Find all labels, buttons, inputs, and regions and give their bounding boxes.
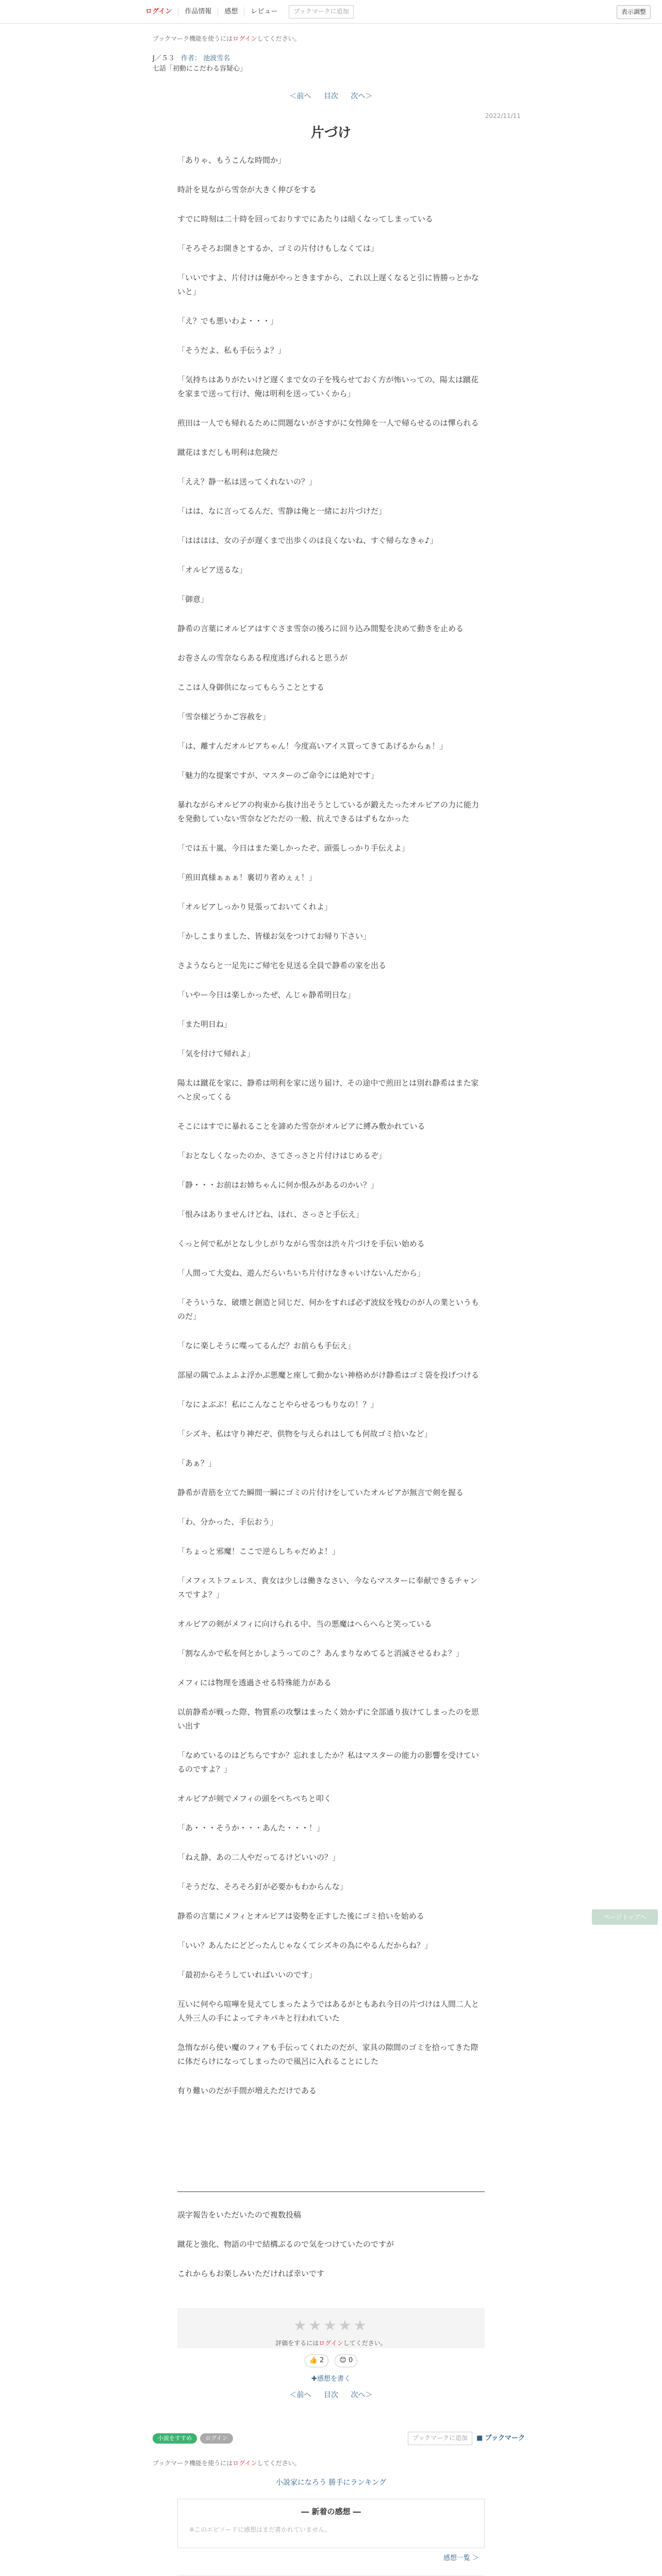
body-paragraph: 「え？でも悪いわよ・・・」 <box>177 316 278 326</box>
pager-top <box>0 91 662 102</box>
next-link-bottom[interactable]: 次へ＞ <box>351 2391 373 2399</box>
author-label: 作者： <box>180 55 201 62</box>
top-navigation-inner <box>144 0 651 24</box>
body-paragraph: 「はは、なに言ってるんだ、雪静は俺と一緒にお片づけだ」 <box>177 506 387 516</box>
reaction-smile-button[interactable]: 😊 0 <box>335 2354 357 2367</box>
publish-date: 2022/11/11 <box>485 112 521 120</box>
body-paragraph: 「メフィストフェレス、貴女は少しは働きなさい、今ならマスターに奉献できるチャンスですよ？」 <box>177 1576 478 1599</box>
body-paragraph: 「最初からそうしていればいいのです」 <box>177 1970 317 1979</box>
work-info-link[interactable]: 作品情報 <box>178 7 218 16</box>
prev-link[interactable]: ＜前へ <box>289 92 311 100</box>
body-paragraph: 「雪奈様どうかご容赦を」 <box>177 712 271 721</box>
body-paragraph: くっと何で私がとなし少しがりながら雪奈は渋々片づけを手伝い始める <box>177 1239 425 1248</box>
afterword-divider <box>177 2191 485 2192</box>
pager-bottom <box>0 2389 662 2401</box>
new-impressions-heading: ― 新着の感想 ― <box>301 2507 361 2516</box>
bookmark-note2-suffix: してください。 <box>257 2460 301 2467</box>
body-paragraph: お巻さんの雪奈ならある程度逃げられると思うが <box>177 653 348 663</box>
body-paragraph: 「オルビア送るな」 <box>177 565 247 574</box>
bookmark-login-note-bottom <box>153 2459 301 2468</box>
bookmark-login-note <box>153 34 301 44</box>
body-paragraph: 「なによぶぶ！私にこんなことやらせるつもりなの！？」 <box>177 1400 378 1409</box>
body-paragraph: 「オルビアしっかり見張っておいてくれよ」 <box>177 902 333 911</box>
login-link[interactable]: ログイン <box>144 7 178 16</box>
chapter-title: 片づけ <box>310 125 351 141</box>
body-paragraph: 「いやー今日は楽しかったぜ、んじゃ静希明日な」 <box>177 990 355 999</box>
body-paragraph: 静希の言葉にメフィとオルビアは姿勢を正すした後にゴミ拾いを始める <box>177 1911 424 1921</box>
body-paragraph: 「人間って大変ね、遊んだらいちいち片付けなきゃいけないんだから」 <box>177 1268 425 1278</box>
rating-login-note <box>177 2338 485 2348</box>
body-paragraph: 「わ、分かった、手伝おう」 <box>177 1517 278 1527</box>
impressions-link[interactable]: 感想 <box>218 7 244 16</box>
display-settings-button[interactable]: 表示調整 <box>617 5 651 19</box>
login-badge[interactable]: ログイン <box>200 2433 233 2444</box>
body-paragraph: メフィには物理を透過させる特殊能力がある <box>177 1678 332 1687</box>
bookmark-add-button[interactable]: ブックマークに追加 <box>289 5 353 18</box>
body-paragraph: 「なめているのはどちらですか？忘れましたか？私はマスターの能力の影響を受けているのですよ？」 <box>177 1751 479 1774</box>
body-paragraph: すでに時刻は二十時を回っておりすでにあたりは暗くなってしまっている <box>177 214 433 224</box>
body-paragraph: 「そうだよ、私も手伝うよ？」 <box>177 346 286 355</box>
body-paragraph: 「御意」 <box>177 595 209 604</box>
series-info <box>153 54 246 74</box>
afterword-paragraph: 誤字報告をいただいたので複数投稿 <box>177 2210 302 2219</box>
body-paragraph: 「ありゃ、もうこんな時間か」 <box>177 156 286 165</box>
body-paragraph: 急惰ながら使い魔のフィアも手伝ってくれたのだが、家具の隙間のゴミを拾ってきた際に体だらけになってしまったので風呂に入れることにした <box>177 2043 478 2066</box>
impressions-list-link[interactable]: 感想一覧 ＞ <box>443 2554 479 2562</box>
reviews-link[interactable]: レビュー <box>251 8 278 15</box>
bookmark-note-prefix: ブックマーク機能を使うには <box>153 35 233 42</box>
prev-link-bottom[interactable]: ＜前へ <box>289 2391 311 2399</box>
body-paragraph: 「割なんかで私を何とかしようってのこ？あんまりなめてると消滅させるわよ？」 <box>177 1649 464 1658</box>
body-paragraph: 「そうだな、そろそろ釘が必要かもわからんな」 <box>177 1882 348 1891</box>
body-paragraph: 「では五十嵐、今日はまた楽しかったぞ、頭張しっかり手伝えよ」 <box>177 843 409 853</box>
body-paragraph: 「おとなしくなったのか、さてさっさと片付けはじめるぞ」 <box>177 1151 387 1160</box>
footer-action-bar <box>153 2431 525 2446</box>
rating-box <box>177 2308 485 2348</box>
body-paragraph: 「ええ？静一私は送ってくれないの？」 <box>177 477 317 486</box>
chapter-body <box>177 154 485 2113</box>
page-counter: J／５３ <box>153 55 175 62</box>
rating-note-prefix: 評価をするには <box>275 2339 319 2347</box>
body-paragraph: 蹴花はまだしも明利は危険だ <box>177 448 278 457</box>
body-paragraph: 「また明日ね」 <box>177 1020 232 1029</box>
body-paragraph: 暴れながらオルビアの拘束から抜け出そうとしているが鍛えたったオルビアの力に能力を発動していない雪奈などただの一般、抗えできるはずもなかった <box>177 800 479 823</box>
recommend-badge[interactable]: 小説をすすめ <box>153 2433 197 2444</box>
body-paragraph: オルビアが剣でメフィの頭をぺちぺちと叩く <box>177 1794 332 1803</box>
bookmark-link[interactable]: ■ ブックマーク <box>476 2434 525 2442</box>
body-paragraph: さようならと一足先にご帰宅を見送る全員で静希の家を出る <box>177 961 387 970</box>
chapter-group-title: 七話「初動にこだわる容疑心」 <box>153 64 247 73</box>
write-impression-link[interactable]: ✚感想を書く <box>311 2375 351 2383</box>
body-paragraph: 「は、離すんだオルビアちゃん！今度高いアイス買ってきてあげるからぁ！」 <box>177 741 448 751</box>
rating-stars[interactable]: ★★★★★ <box>293 2317 369 2334</box>
body-paragraph: 「恨みはありませんけどね、ほれ、さっさと手伝え」 <box>177 1210 363 1219</box>
body-paragraph: 陽太は蹴花を家に、静希は明利を家に送り届け、その途中で煎田とは別れ静希はまた家へと戻ってくる <box>177 1078 479 1101</box>
body-paragraph: 「シズキ、私は守り神だぞ、供物を与えられはしても何故ゴミ拾いなど」 <box>177 1429 432 1438</box>
body-paragraph: 「気を付けて帰れよ」 <box>177 1049 255 1058</box>
body-paragraph: 「静・・・お前はお姉ちゃんに何か恨みがあるのかい？」 <box>177 1180 379 1190</box>
body-paragraph: 互いに何やら喧嘩を見えてしまったようではあるがともあれ今日の片づけは人間二人と人外三人の手によってテキパキと行われていた <box>177 1999 479 2023</box>
body-paragraph: そこにはすでに暴れることを諦めた雪奈がオルビアに縛み敷かれている <box>177 1122 425 1131</box>
author-link[interactable]: 池波雪名 <box>203 55 230 62</box>
body-paragraph: 「そういうな、破壊と創造と同じだ、何かをすれば必ず波紋を残むのが人の業というものだ」 <box>177 1298 479 1321</box>
body-paragraph: 「ねえ静、あの二人やだってるけどいいの？」 <box>177 1853 340 1862</box>
index-link[interactable]: 目次 <box>324 92 338 100</box>
no-impressions-note: ※このエピソードに感想はまだ書かれていません。 <box>189 2526 331 2533</box>
index-link-bottom[interactable]: 目次 <box>324 2391 338 2399</box>
body-paragraph: 煎田は一人でも帰れるために問題ないがさすがに女性陣を一人で帰らせるのは憚られる <box>177 418 479 428</box>
body-paragraph: 「かしこまりました、皆様お気をつけてお帰り下さい」 <box>177 931 371 941</box>
body-paragraph: 静希の言葉にオルビアはすぐさま雪奈の後ろに回り込み間髪を決めて動きを止める <box>177 624 464 633</box>
body-paragraph: 「いいですよ、片付けは俺がやっときますから、これ以上遅くなると引に皆勝っとかないと」 <box>177 273 479 296</box>
body-paragraph: 「あぁ？」 <box>177 1459 216 1468</box>
body-paragraph: 「いい？あんたにどどったんじゃなくてシズキの為にやるんだからね？」 <box>177 1941 433 1950</box>
body-paragraph: 部屋の隅でふよふよ浮かぶ悪魔と座して動かない神格めがけ静希はゴミ袋を投げつける <box>177 1370 479 1380</box>
body-paragraph: 「気持ちはありがたいけど遅くまで女の子を残らせておく方が怖いっての、陽太は蹴花を家まで送って行け、俺は明利を送っていくから」 <box>177 375 478 398</box>
bookmark-add-button-bottom[interactable]: ブックマークに追加 <box>408 2432 472 2445</box>
bookmark-note2-login-link[interactable]: ログイン <box>233 2460 257 2467</box>
bookmark-note-login-link[interactable]: ログイン <box>233 35 257 42</box>
series-info-line <box>153 54 246 64</box>
rating-login-link[interactable]: ログイン <box>319 2339 343 2347</box>
reaction-thumb-button[interactable]: 👍 2 <box>305 2354 329 2367</box>
body-paragraph: 有り難いのだが手間が増えただけである <box>177 2086 317 2095</box>
body-paragraph: ここは人身御供になってもらうこととする <box>177 683 325 692</box>
body-paragraph: 以前静希が戦った際、物質系の攻撃はまったく効かずに全部通り抜けてしまったのを思い出す <box>177 1707 479 1731</box>
body-paragraph: 「なに楽しそうに喋ってるんだ？お前らも手伝え」 <box>177 1341 356 1350</box>
body-paragraph: 静希が青筋を立てた瞬間一瞬にゴミの片付けをしていたオルビアが無言で剣を握る <box>177 1488 464 1497</box>
afterword-paragraph: 蹴花と強化、物語の中で結構ぶるので気をつけていたのですが <box>177 2240 394 2249</box>
top-navigation <box>0 0 662 24</box>
body-paragraph: 「はははは、女の子が遅くまで出歩くのは良くないね、すぐ帰らなきゃ♪」 <box>177 536 438 545</box>
bookmark-note-suffix: してください。 <box>257 35 301 42</box>
body-paragraph: 「そろそろお開きとするか、ゴミの片付けもしなくては」 <box>177 244 379 253</box>
rating-note-suffix: してください。 <box>343 2339 387 2347</box>
body-paragraph: 「魅力的な提案ですが、マスターのご命令には絶対です」 <box>177 771 379 780</box>
body-paragraph: 時計を見ながら雪奈が大きく伸びをする <box>177 185 317 194</box>
ranking-link[interactable]: 小説家になろう 勝手にランキング <box>275 2479 387 2487</box>
afterword-paragraph: これからもお楽しみいただければ幸いです <box>177 2269 325 2278</box>
bookmark-note2-prefix: ブックマーク機能を使うには <box>153 2460 233 2467</box>
page-top-button[interactable]: ページトップへ <box>592 1909 658 1925</box>
new-impressions-box <box>177 2499 485 2548</box>
body-paragraph: 「ちょっと邪魔！ここで逆らしちゃだめよ！」 <box>177 1547 340 1556</box>
body-paragraph: オルビアの剣がメフィに向けられる中、当の悪魔はへらへらと笑っている <box>177 1619 432 1629</box>
afterword <box>177 2208 485 2296</box>
next-link[interactable]: 次へ＞ <box>351 92 373 100</box>
body-paragraph: 「あ・・・そうか・・・あんた・・・！」 <box>177 1823 325 1833</box>
reactions <box>0 2354 662 2367</box>
body-paragraph: 「煎田真様ぁぁぁ！裏切り者めぇぇ！」 <box>177 873 317 882</box>
